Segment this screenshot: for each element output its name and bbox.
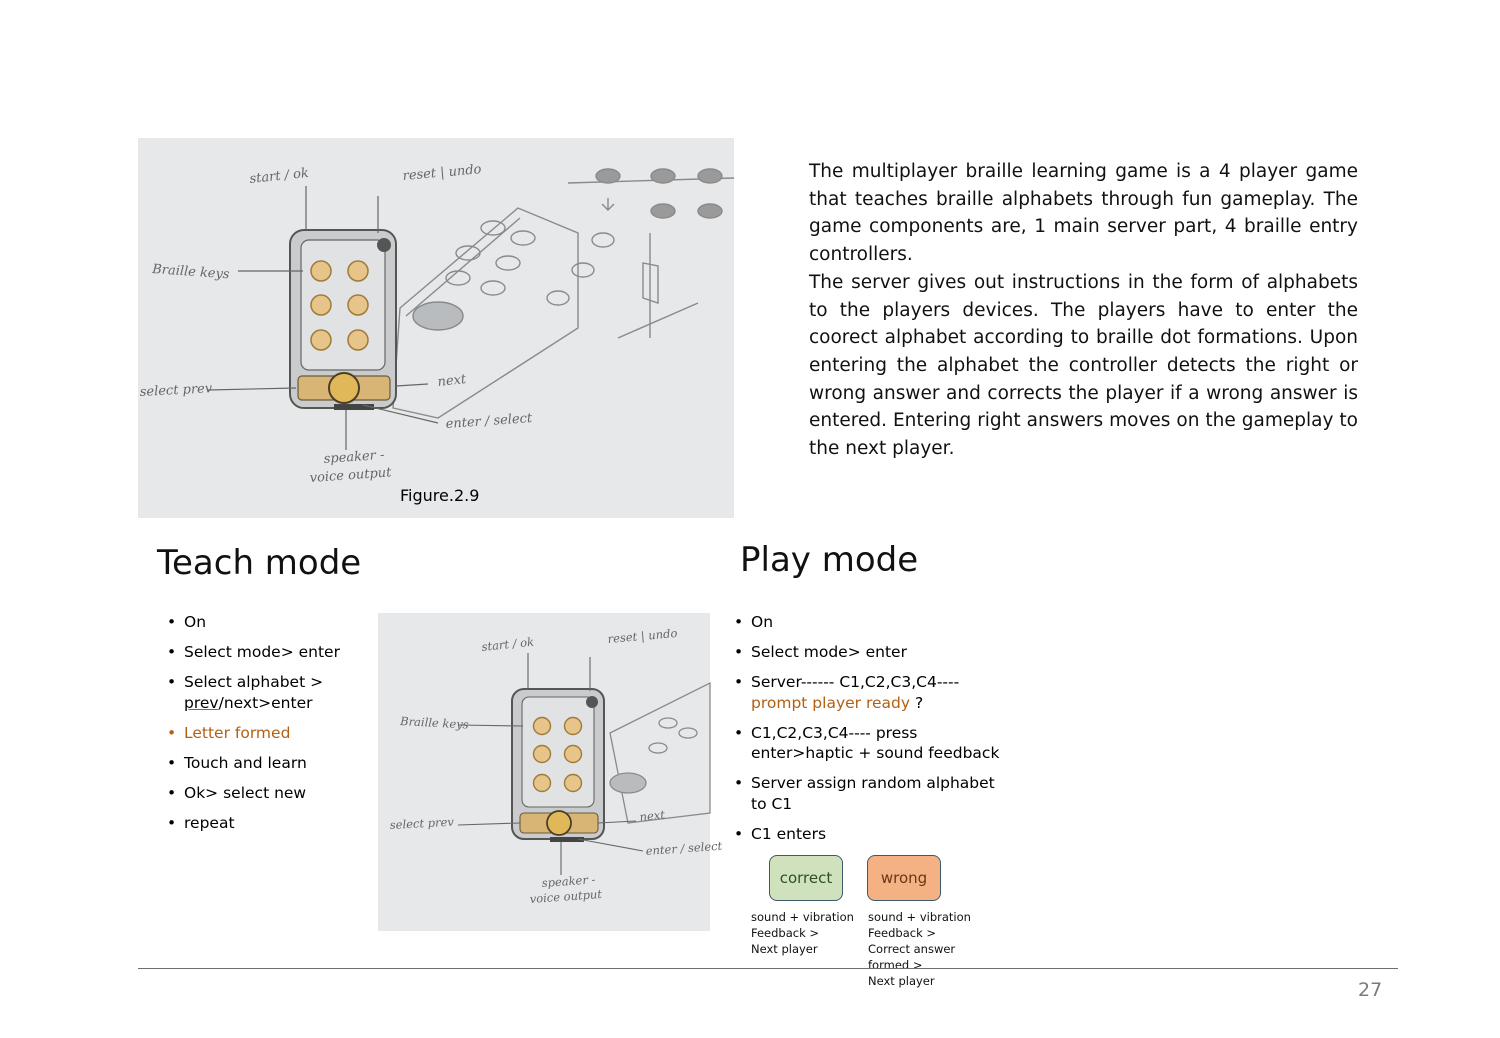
sketch-label-select-prev: select prev <box>389 814 455 832</box>
sketch-label-next: next <box>638 807 666 824</box>
play-mode-list <box>734 612 1004 854</box>
list-item-text: /next>enter <box>218 693 313 712</box>
wrong-note <box>868 909 971 989</box>
list-item-text: Select alphabet > <box>184 673 324 691</box>
figure-caption: Figure.2.9 <box>400 486 480 505</box>
list-item: • Select mode> enter <box>734 642 1004 663</box>
page-number: 27 <box>1358 979 1383 1001</box>
play-mode-title: Play mode <box>740 540 919 580</box>
description-paragraph-1: The multiplayer braille learning game is a 4 player game that teaches braille alphabets through fun gameplay. The game components are, 1 main server part, 4 braille entry controllers. <box>809 161 1358 266</box>
correct-box: correct <box>769 855 843 901</box>
teach-mode-title: Teach mode <box>157 543 362 583</box>
list-item: • C1 enters <box>734 824 1004 845</box>
note-line: Correct answer <box>868 942 956 956</box>
note-line: Feedback > <box>868 926 937 940</box>
note-line: Feedback > <box>751 926 820 940</box>
sketch-label-voice: voice output <box>309 465 392 486</box>
footer-divider <box>138 968 1398 969</box>
prev-text: prev <box>184 693 219 712</box>
wrong-box: wrong <box>867 855 941 901</box>
list-item: • Ok> select new <box>167 783 367 804</box>
sketch-photo-teach <box>378 613 723 931</box>
sketch-label-start: start / ok <box>480 634 535 654</box>
list-item: • repeat <box>167 813 367 834</box>
sketch-label-select-prev: select prev <box>139 381 213 400</box>
list-item <box>734 723 1004 764</box>
list-item: • On <box>167 612 367 633</box>
sketch-label-speaker: speaker - <box>541 872 596 890</box>
sketch-label-reset: reset | undo <box>607 625 678 646</box>
sketch-label-next: next <box>436 372 467 390</box>
prompt-ready-text: prompt player ready <box>751 693 911 712</box>
list-item-text: C1,C2,C3,C4---- press <box>751 723 918 742</box>
sketch-label-voice: voice output <box>529 886 603 906</box>
sketch-label-speaker: speaker - <box>323 447 385 467</box>
list-item-highlight: • Letter formed <box>167 723 367 744</box>
description-paragraph-2: The server gives out instructions in the form of alphabets to the players devices. The players have to enter the coorect alphabet according to braille dot formations. Upon entering the alphabet the controller detects the right or wrong answer and corrects the player if a wrong answer is entered. Entering right answers moves on the gameplay to the next player. <box>809 271 1358 460</box>
sketch-label-braille: Braille keys <box>151 262 230 283</box>
sketch-photo-main <box>138 138 734 518</box>
list-item-text: enter>haptic + sound feedback <box>751 744 1000 762</box>
sketch-label-reset: reset | undo <box>402 162 483 184</box>
list-item <box>734 773 1004 814</box>
note-line: sound + vibration <box>868 910 971 924</box>
list-item: • On <box>734 612 1004 633</box>
note-line: Next player <box>751 942 818 956</box>
correct-note <box>751 909 854 957</box>
note-line: formed > <box>868 958 923 972</box>
list-item-text: to C1 <box>751 794 793 813</box>
note-line: Next player <box>868 974 935 988</box>
sketch-label-start: start / ok <box>248 165 310 187</box>
list-item: • Touch and learn <box>167 753 367 774</box>
sketch-label-enter: enter / select <box>645 838 723 858</box>
list-item: • Select mode> enter <box>167 642 367 663</box>
list-item-text: Server assign random alphabet <box>751 774 995 792</box>
sketch-label-braille: Braille keys <box>399 714 469 732</box>
list-item-text: Server------ C1,C2,C3,C4---- <box>751 673 960 691</box>
description-text <box>809 158 1358 463</box>
list-item <box>734 672 1004 713</box>
list-item-text: ? <box>910 693 924 712</box>
teach-mode-list <box>167 612 367 843</box>
sketch-label-enter: enter / select <box>445 410 533 432</box>
note-line: sound + vibration <box>751 910 854 924</box>
list-item <box>167 672 367 713</box>
